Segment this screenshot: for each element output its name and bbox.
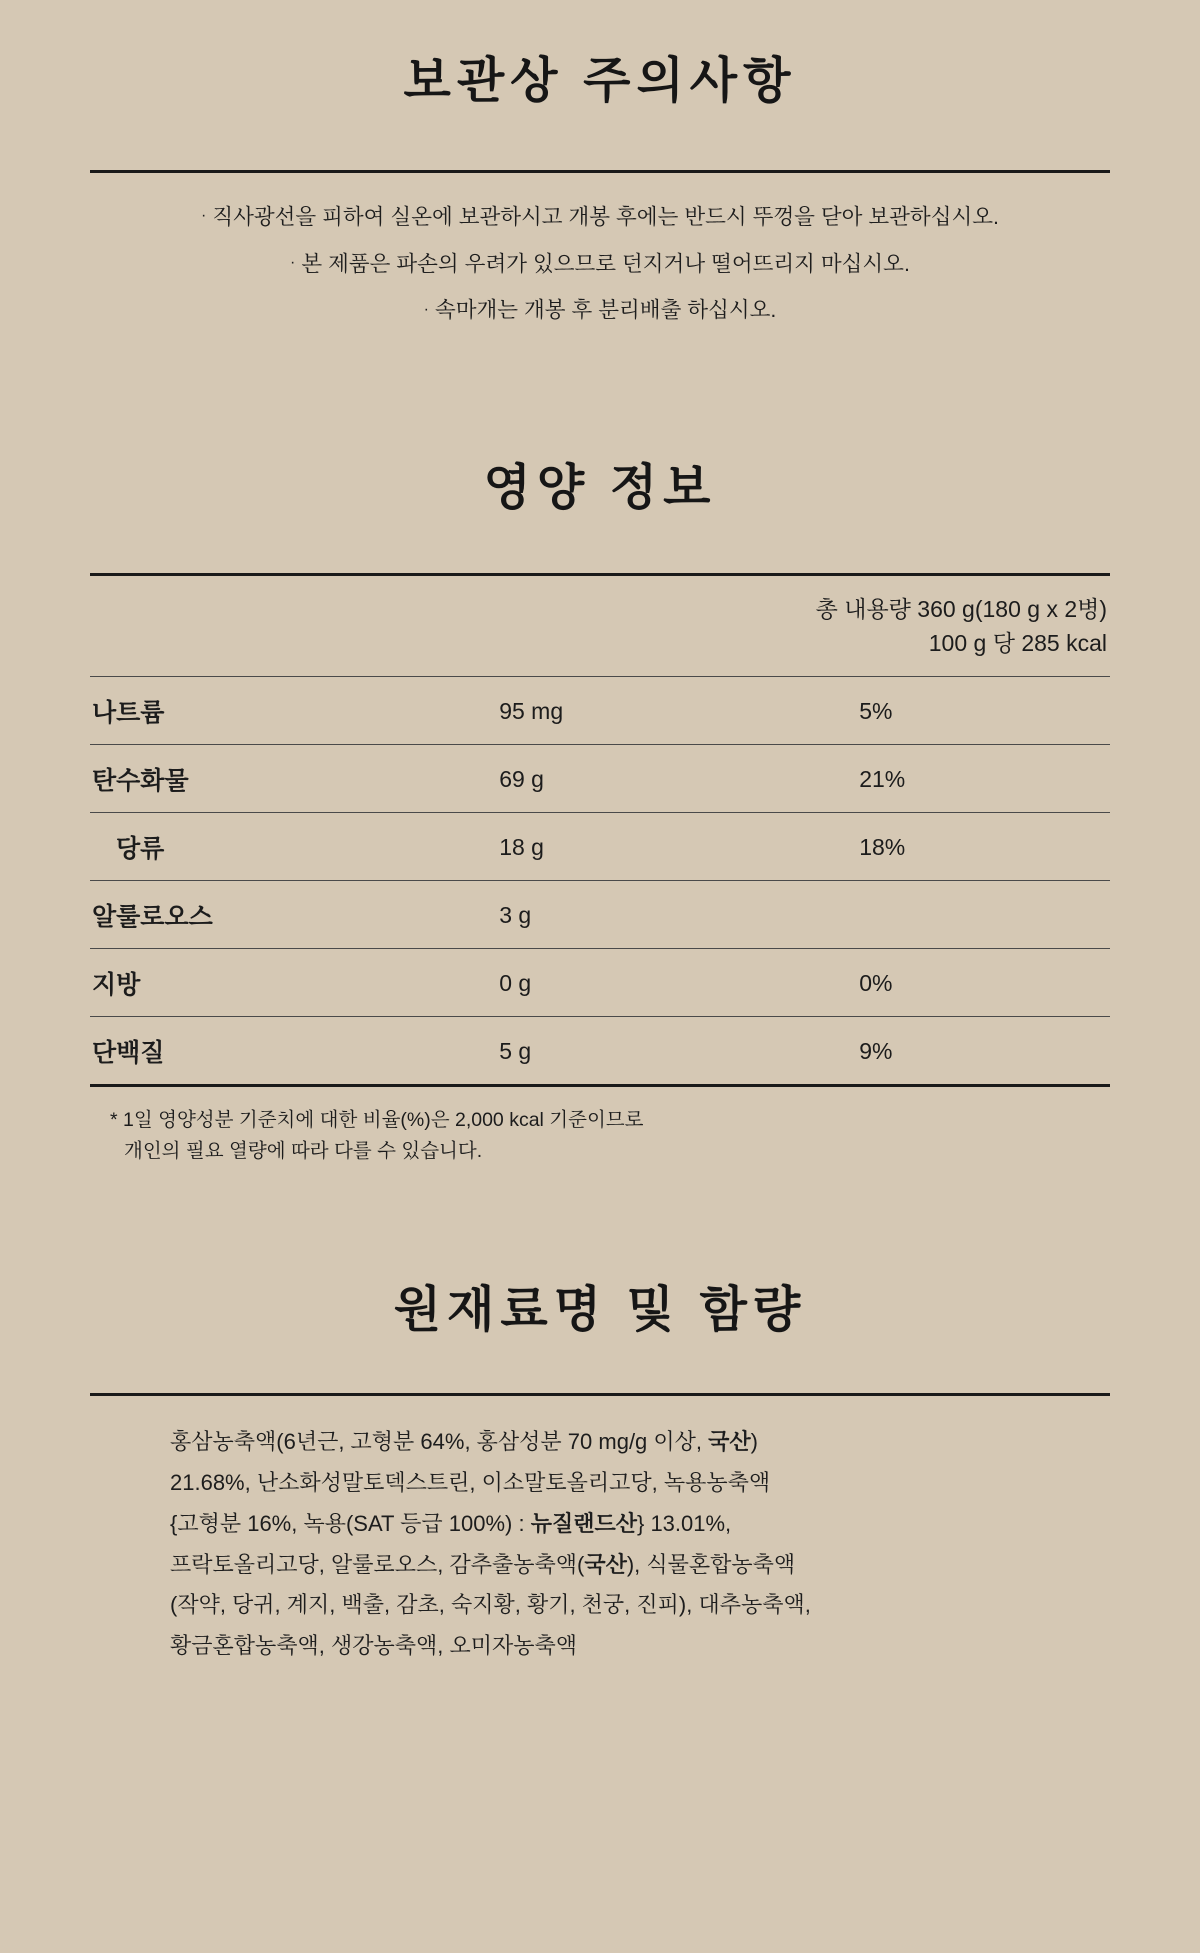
storage-section-title: 보관상 주의사항 <box>403 54 797 108</box>
table-row <box>90 813 1110 881</box>
nutrient-percent: 5% <box>763 677 1110 745</box>
ingredients-text: 21.68%, 난소화성말토덱스트린, 이소말토올리고당, 녹용농축액 <box>170 1470 771 1496</box>
nutrient-amount: 3 g <box>457 881 763 949</box>
ingredients-line <box>170 1585 1060 1626</box>
nutrient-label: 지방 <box>90 949 457 1017</box>
storage-notice-list <box>90 173 1110 327</box>
table-row <box>90 881 1110 949</box>
ingredients-text: ), 식물혼합농축액 <box>626 1551 796 1577</box>
nutrient-label: 나트륨 <box>90 677 457 745</box>
ingredients-line <box>170 1504 1060 1545</box>
list-item <box>90 294 1110 327</box>
table-row <box>90 745 1110 813</box>
table-row <box>90 677 1110 745</box>
nutrient-label: 당류 <box>90 813 457 881</box>
nutrition-section-title: 영양 정보 <box>483 461 717 516</box>
ingredients-text: {고형분 16%, 녹용(SAT 등급 100%) : <box>170 1510 531 1536</box>
ingredients-text: 홍삼농축액(6년근, 고형분 64%, 홍삼성분 70 mg/g 이상, <box>170 1429 709 1455</box>
nutrition-facts-table <box>90 573 1110 1087</box>
ingredients-origin: 국산 <box>708 1429 751 1455</box>
nutrient-label: 알룰로오스 <box>90 881 457 949</box>
nutrient-amount: 69 g <box>457 745 763 813</box>
footnote-line-2: 개인의 필요 열량에 따라 다를 수 있습니다. <box>124 1140 483 1163</box>
nutrient-percent: 21% <box>763 745 1110 813</box>
nutrient-percent: 0% <box>763 949 1110 1017</box>
nutrient-amount: 18 g <box>457 813 763 881</box>
nutrition-summary-row <box>90 575 1110 677</box>
ingredients-origin: 뉴질랜드산 <box>530 1510 637 1536</box>
bullet-icon: · <box>423 300 429 318</box>
total-content-text: 총 내용량 360 g(180 g x 2병) <box>815 596 1107 623</box>
footnote-line-1: * 1일 영양성분 기준치에 대한 비율(%)은 2,000 kcal 기준이므로 <box>110 1109 644 1132</box>
ingredients-line <box>170 1545 1060 1586</box>
bullet-icon: · <box>290 253 296 271</box>
table-row <box>90 949 1110 1017</box>
storage-item-text: 본 제품은 파손의 우려가 있으므로 던지거나 떨어뜨리지 마십시오. <box>301 251 910 276</box>
nutrition-summary-cell <box>90 575 1110 677</box>
ingredients-line <box>170 1422 1060 1463</box>
storage-item-text: 직사광선을 피하여 실온에 보관하시고 개봉 후에는 반드시 뚜껑을 닫아 보관하십시오. <box>212 205 999 229</box>
nutrition-footnote <box>90 1087 1110 1167</box>
table-row <box>90 1017 1110 1086</box>
nutrient-percent <box>763 881 1110 949</box>
ingredients-origin: 국산 <box>584 1551 627 1577</box>
nutrient-percent: 18% <box>763 813 1110 881</box>
nutrient-label: 탄수화물 <box>90 745 457 813</box>
calories-text: 100 g 당 285 kcal <box>928 630 1107 657</box>
ingredients-text: (작약, 당귀, 계지, 백출, 감초, 숙지황, 황기, 천궁, 진피), 대추농축액, <box>170 1592 811 1618</box>
list-item <box>90 248 1110 281</box>
nutrient-amount: 5 g <box>457 1017 763 1086</box>
ingredients-text: } 13.01%, <box>636 1510 732 1536</box>
ingredients-text: 프락토올리고당, 알룰로오스, 감추출농축액( <box>170 1551 585 1577</box>
storage-item-text: 속마개는 개봉 후 분리배출 하십시오. <box>434 298 777 323</box>
ingredients-line <box>170 1626 1060 1667</box>
nutrient-percent: 9% <box>763 1017 1110 1086</box>
bullet-icon: · <box>201 207 207 225</box>
nutrient-amount: 0 g <box>457 949 763 1017</box>
ingredients-section-title: 원재료명 및 함량 <box>393 1283 807 1338</box>
ingredients-text: 황금혼합농축액, 생강농축액, 오미자농축액 <box>170 1632 577 1658</box>
ingredients-text-block <box>90 1396 1110 1666</box>
ingredients-text: ) <box>750 1429 758 1455</box>
nutrient-amount: 95 mg <box>457 677 763 745</box>
nutrient-label: 단백질 <box>90 1017 457 1086</box>
ingredients-line <box>170 1463 1060 1504</box>
list-item <box>90 201 1110 234</box>
